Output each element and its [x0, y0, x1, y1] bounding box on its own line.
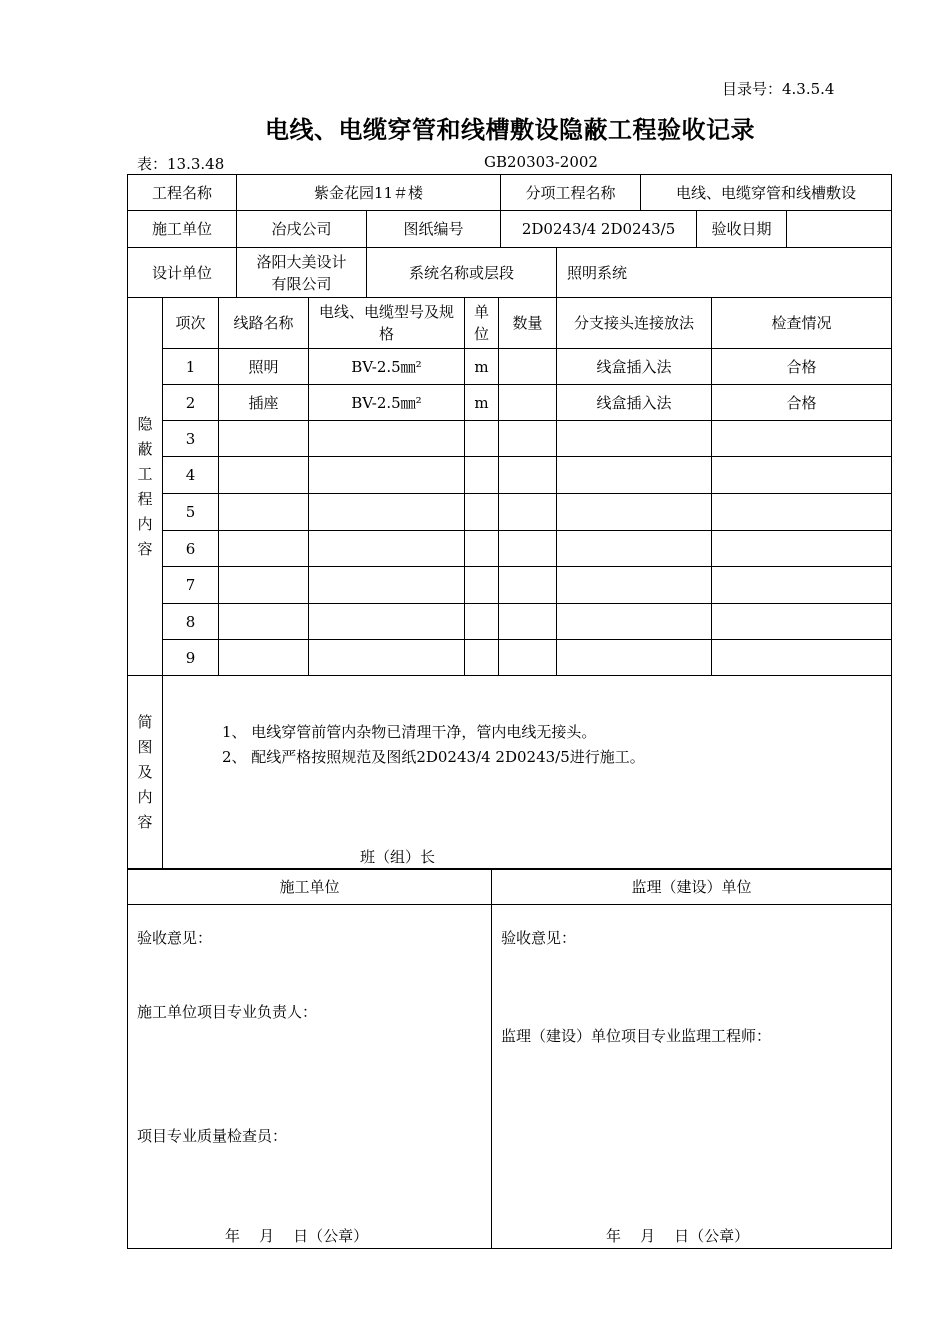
row-line: [219, 421, 309, 457]
row-method: [557, 494, 712, 531]
row-check: [712, 531, 892, 567]
row-no: 9: [163, 640, 219, 676]
row-line: [219, 457, 309, 494]
row-spec: [309, 531, 465, 567]
row-spec: [309, 494, 465, 531]
row-line: [219, 604, 309, 640]
table-row: [128, 494, 892, 531]
supervision-unit-section: [492, 905, 892, 1249]
hidden-section-text: 隐蔽工程内容: [137, 414, 153, 558]
col-unit: 单位: [465, 298, 499, 349]
contractor-value: 冶戌公司: [237, 211, 367, 248]
row-check: 合格: [712, 349, 892, 385]
row-check: [712, 567, 892, 604]
supervision-unit-heading: 监理（建设）单位: [492, 870, 892, 905]
form-number: 表：13.3.48: [137, 155, 225, 173]
row-method: [557, 457, 712, 494]
row-line: [219, 640, 309, 676]
table-row: [128, 349, 892, 385]
row-method: [557, 640, 712, 676]
row-unit: [465, 531, 499, 567]
page-title: 电线、电缆穿管和线槽敷设隐蔽工程验收记录: [265, 116, 755, 144]
row-qty: [499, 494, 557, 531]
row-check: [712, 494, 892, 531]
system-label: 系统名称或层段: [367, 248, 557, 298]
construction-opinion-label: 验收意见：: [137, 929, 213, 947]
row-qty: [499, 349, 557, 385]
quality-inspector-label: 项目专业质量检查员：: [137, 1127, 288, 1145]
row-no: 6: [163, 531, 219, 567]
hidden-section-label: [128, 298, 163, 676]
row-qty: [499, 385, 557, 421]
standard-code: GB20303-2002: [484, 153, 598, 171]
sketch-label-cell: [128, 676, 163, 869]
row-no: 2: [163, 385, 219, 421]
note-line: 1、 电线穿管前管内杂物已清理干净，管内电线无接头。: [222, 723, 597, 741]
sub-project-value: 电线、电缆穿管和线槽敷设: [641, 175, 892, 211]
row-check: [712, 457, 892, 494]
construction-date-label: 年 月 日（公章）: [225, 1227, 369, 1245]
row-spec: [309, 604, 465, 640]
row-method: [557, 421, 712, 457]
row-spec: [309, 640, 465, 676]
row-spec: BV-2.5㎜²: [309, 385, 465, 421]
row-unit: [465, 567, 499, 604]
row-no: 7: [163, 567, 219, 604]
col-line: 线路名称: [219, 298, 309, 349]
row-check: [712, 604, 892, 640]
table-row: [128, 640, 892, 676]
row-method: [557, 531, 712, 567]
row-qty: [499, 640, 557, 676]
sketch-content: [163, 676, 892, 869]
row-unit: [465, 494, 499, 531]
sub-project-label: 分项工程名称: [501, 175, 641, 211]
supervision-date-label: 年 月 日（公章）: [606, 1227, 750, 1245]
row-no: 3: [163, 421, 219, 457]
col-check: 检查情况: [712, 298, 892, 349]
construction-manager-label: 施工单位项目专业负责人：: [137, 1003, 318, 1021]
supervision-opinion-label: 验收意见：: [501, 929, 577, 947]
construction-unit-heading: 施工单位: [128, 870, 492, 905]
sketch-label: 简图及内容: [137, 712, 153, 831]
row-qty: [499, 531, 557, 567]
contractor-label: 施工单位: [128, 211, 237, 248]
row-qty: [499, 421, 557, 457]
row-spec: [309, 457, 465, 494]
table-row: [128, 531, 892, 567]
table-row: [128, 567, 892, 604]
drawing-no-label: 图纸编号: [367, 211, 501, 248]
notes: [222, 720, 645, 770]
drawing-no-value: 2D0243/4 2D0243/5: [501, 211, 697, 248]
signature-table: [127, 869, 892, 1249]
project-name-label: 工程名称: [128, 175, 237, 211]
row-unit: [465, 421, 499, 457]
team-leader-label: 班（组）长: [360, 848, 436, 866]
accept-date-label: 验收日期: [697, 211, 787, 248]
construction-unit-section: [128, 905, 492, 1249]
row-line: [219, 494, 309, 531]
table-row: [128, 457, 892, 494]
row-qty: [499, 567, 557, 604]
table-row: [128, 385, 892, 421]
row-qty: [499, 457, 557, 494]
row-method: 线盒插入法: [557, 385, 712, 421]
supervision-engineer-label: 监理（建设）单位项目专业监理工程师：: [501, 1027, 772, 1045]
row-spec: BV-2.5㎜²: [309, 349, 465, 385]
row-no: 5: [163, 494, 219, 531]
row-no: 8: [163, 604, 219, 640]
row-check: 合格: [712, 385, 892, 421]
row-method: 线盒插入法: [557, 349, 712, 385]
col-no: 项次: [163, 298, 219, 349]
row-no: 4: [163, 457, 219, 494]
row-line: [219, 567, 309, 604]
table-row: [128, 604, 892, 640]
col-qty: 数量: [499, 298, 557, 349]
row-unit: [465, 604, 499, 640]
project-name-value: 紫金花园11＃楼: [237, 175, 501, 211]
row-unit: [465, 457, 499, 494]
row-method: [557, 567, 712, 604]
system-value: 照明系统: [557, 248, 892, 298]
row-spec: [309, 567, 465, 604]
table-row: [128, 421, 892, 457]
row-spec: [309, 421, 465, 457]
row-check: [712, 640, 892, 676]
note-line: 2、 配线严格按照规范及图纸2D0243/4 2D0243/5进行施工。: [222, 748, 645, 766]
hidden-works-table: [127, 297, 892, 869]
row-check: [712, 421, 892, 457]
header-table: [127, 174, 892, 298]
row-unit: [465, 640, 499, 676]
accept-date-value: [787, 211, 892, 248]
col-method: 分支接头连接放法: [557, 298, 712, 349]
row-no: 1: [163, 349, 219, 385]
row-unit: m: [465, 385, 499, 421]
row-unit: m: [465, 349, 499, 385]
catalog-number: 目录号：4.3.5.4: [722, 80, 835, 98]
designer-value: 洛阳大美设计有限公司: [237, 248, 367, 298]
row-line: [219, 531, 309, 567]
col-spec: 电线、电缆型号及规格: [309, 298, 465, 349]
designer-label: 设计单位: [128, 248, 237, 298]
row-method: [557, 604, 712, 640]
row-line: 照明: [219, 349, 309, 385]
row-line: 插座: [219, 385, 309, 421]
row-qty: [499, 604, 557, 640]
